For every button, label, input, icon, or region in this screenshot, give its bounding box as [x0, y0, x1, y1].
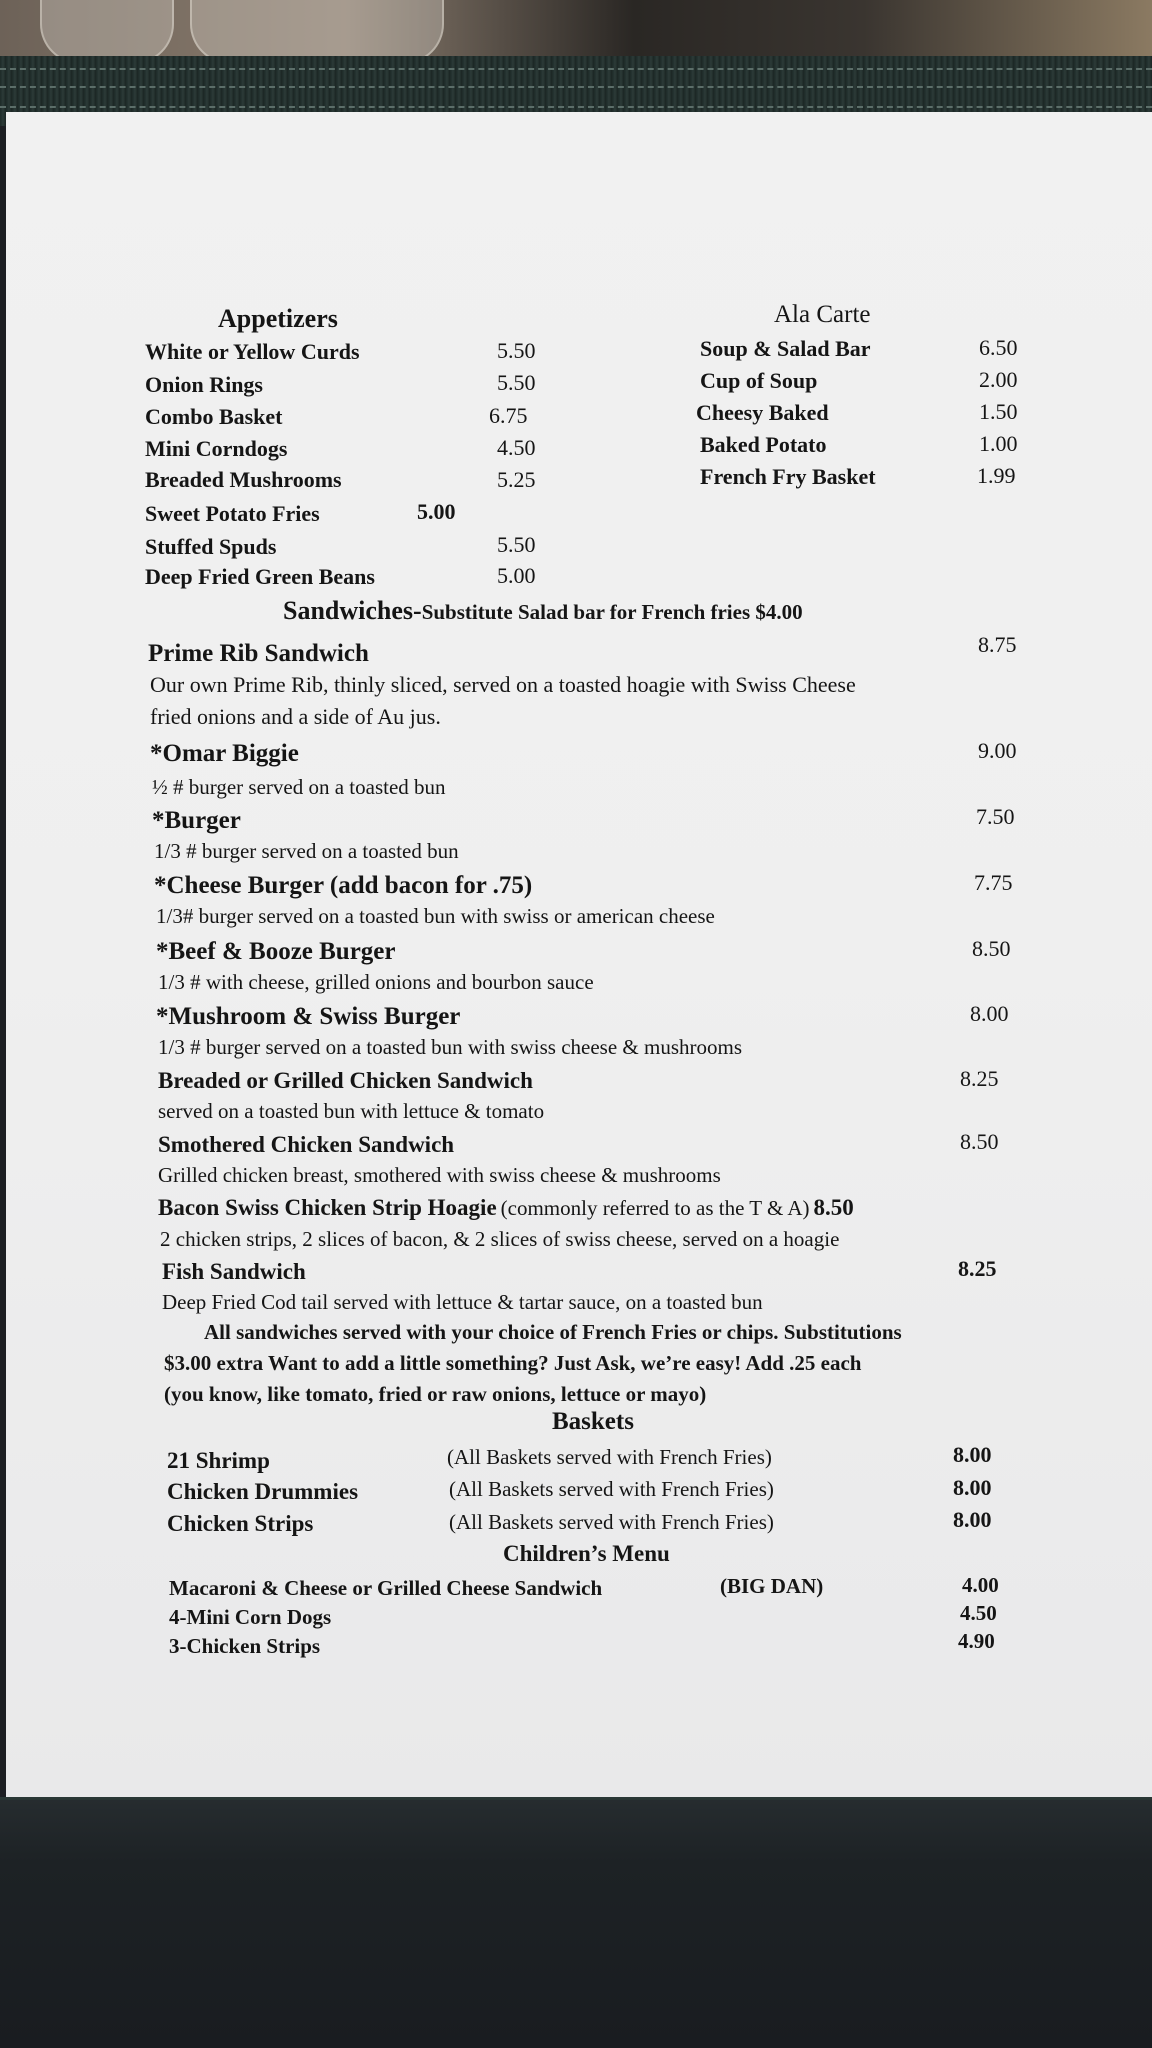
- appetizer-name: Deep Fried Green Beans: [145, 564, 375, 589]
- sandwich-price: 8.25: [958, 1256, 997, 1281]
- ala-carte-price: 1.99: [977, 463, 1016, 488]
- sandwich-footnote: All sandwiches served with your choice of French Fries or chips. Substitutions: [204, 1320, 902, 1344]
- basket-price: 8.00: [953, 1475, 992, 1500]
- sandwich-description: 2 chicken strips, 2 slices of bacon, & 2 slices of swiss cheese, served on a hoagie: [160, 1227, 840, 1251]
- basket-name: 21 Shrimp: [167, 1448, 270, 1473]
- sandwich-price: 9.00: [978, 738, 1017, 763]
- basket-note: (All Baskets served with French Fries): [449, 1510, 774, 1534]
- ala-carte-name: Cheesy Baked: [696, 400, 829, 425]
- childrens-item-price: 4.50: [960, 1601, 997, 1625]
- appetizer-name: Breaded Mushrooms: [145, 467, 342, 492]
- sandwich-name: Bacon Swiss Chicken Strip Hoagie: [158, 1195, 497, 1220]
- sandwich-note: (commonly referred to as the T & A): [500, 1196, 810, 1220]
- sandwich-name: *Burger: [152, 807, 241, 834]
- appetizers-heading: Appetizers: [218, 304, 338, 333]
- ala-carte-name: Baked Potato: [700, 432, 827, 457]
- ala-carte-price: 6.50: [979, 335, 1018, 360]
- sandwich-name: Smothered Chicken Sandwich: [158, 1132, 455, 1157]
- childrens-tag: (BIG DAN): [720, 1574, 824, 1598]
- glass-decoration: [190, 0, 444, 64]
- sandwich-description: Deep Fried Cod tail served with lettuce & tartar sauce, on a toasted bun: [162, 1290, 763, 1314]
- sandwiches-heading: Sandwiches-: [283, 596, 422, 625]
- sandwich-description: 1/3# burger served on a toasted bun with swiss or american cheese: [156, 904, 715, 928]
- appetizer-price: 6.75: [489, 403, 528, 428]
- sandwich-name: *Beef & Booze Burger: [156, 938, 396, 965]
- sandwiches-header: [283, 598, 803, 624]
- sandwich-description: Grilled chicken breast, smothered with swiss cheese & mushrooms: [158, 1163, 721, 1187]
- sandwich-price: 8.50: [813, 1195, 854, 1220]
- appetizer-name: White or Yellow Curds: [145, 339, 360, 364]
- appetizer-price: 5.50: [497, 370, 536, 395]
- appetizer-name: Onion Rings: [145, 372, 263, 397]
- sandwich-price: 8.00: [970, 1001, 1009, 1026]
- basket-note: (All Baskets served with French Fries): [447, 1445, 772, 1469]
- basket-name: Chicken Drummies: [167, 1479, 359, 1504]
- sandwich-description: 1/3 # with cheese, grilled onions and bourbon sauce: [158, 970, 594, 994]
- baskets-heading: Baskets: [552, 1408, 634, 1435]
- sandwich-name: *Omar Biggie: [150, 740, 299, 767]
- sandwich-name: Prime Rib Sandwich: [148, 640, 369, 667]
- sandwich-name-row: [158, 1196, 854, 1219]
- appetizer-price: 5.00: [417, 499, 456, 524]
- basket-price: 8.00: [953, 1507, 992, 1532]
- sandwich-name: Breaded or Grilled Chicken Sandwich: [158, 1068, 533, 1093]
- sandwich-description: ½ # burger served on a toasted bun: [152, 775, 446, 799]
- ala-carte-price: 2.00: [979, 367, 1018, 392]
- appetizer-name: Combo Basket: [145, 404, 283, 429]
- sandwich-name: *Cheese Burger (add bacon for .75): [154, 872, 533, 899]
- sandwich-price: 8.25: [960, 1066, 999, 1091]
- childrens-item-price: 4.00: [962, 1573, 999, 1597]
- ala-carte-name: French Fry Basket: [700, 464, 876, 489]
- ala-carte-price: 1.50: [979, 399, 1018, 424]
- sandwich-footnote: (you know, like tomato, fried or raw onions, lettuce or mayo): [164, 1382, 707, 1406]
- sandwich-description: served on a toasted bun with lettuce & tomato: [158, 1099, 545, 1123]
- appetizer-price: 5.00: [497, 563, 536, 588]
- sandwich-price: 8.50: [960, 1129, 999, 1154]
- sandwich-name: Fish Sandwich: [162, 1259, 306, 1284]
- sandwich-description: Our own Prime Rib, thinly sliced, served on a toasted hoagie with Swiss Cheese: [150, 672, 856, 697]
- sandwiches-subheading: Substitute Salad bar for French fries $4.00: [421, 600, 803, 624]
- appetizer-name: Stuffed Spuds: [145, 534, 277, 559]
- glass-decoration: [40, 0, 174, 64]
- basket-name: Chicken Strips: [167, 1511, 314, 1536]
- appetizer-price: 5.50: [497, 532, 536, 557]
- sandwich-description: 1/3 # burger served on a toasted bun with swiss cheese & mushrooms: [158, 1035, 743, 1059]
- ala-carte-price: 1.00: [979, 431, 1018, 456]
- ala-carte-heading: Ala Carte: [774, 301, 871, 328]
- basket-price: 8.00: [953, 1442, 992, 1467]
- basket-note: (All Baskets served with French Fries): [449, 1477, 774, 1501]
- appetizer-price: 5.25: [497, 467, 536, 492]
- sandwich-price: 8.75: [978, 632, 1017, 657]
- ala-carte-name: Soup & Salad Bar: [700, 336, 871, 361]
- menu-binder-bottom: [0, 1800, 1152, 2048]
- childrens-item-name: 4-Mini Corn Dogs: [169, 1605, 332, 1629]
- sandwich-name: *Mushroom & Swiss Burger: [156, 1003, 461, 1030]
- sandwich-price: 8.50: [972, 936, 1011, 961]
- sandwich-description: fried onions and a side of Au jus.: [150, 704, 441, 729]
- appetizer-price: 4.50: [497, 435, 536, 460]
- childrens-item-name: 3-Chicken Strips: [169, 1634, 321, 1658]
- appetizer-name: Sweet Potato Fries: [145, 501, 320, 526]
- sandwich-footnote: $3.00 extra Want to add a little something? Just Ask, we’re easy! Add .25 each: [164, 1351, 862, 1375]
- sandwich-price: 7.75: [974, 870, 1013, 895]
- childrens-heading: Children’s Menu: [503, 1541, 670, 1566]
- sandwich-description: 1/3 # burger served on a toasted bun: [154, 839, 459, 863]
- appetizer-name: Mini Corndogs: [145, 436, 288, 461]
- sandwich-price: 7.50: [976, 804, 1015, 829]
- ala-carte-name: Cup of Soup: [700, 368, 818, 393]
- appetizer-price: 5.50: [497, 338, 536, 363]
- childrens-item-name: Macaroni & Cheese or Grilled Cheese Sandwich: [169, 1576, 603, 1600]
- childrens-item-price: 4.90: [958, 1629, 995, 1653]
